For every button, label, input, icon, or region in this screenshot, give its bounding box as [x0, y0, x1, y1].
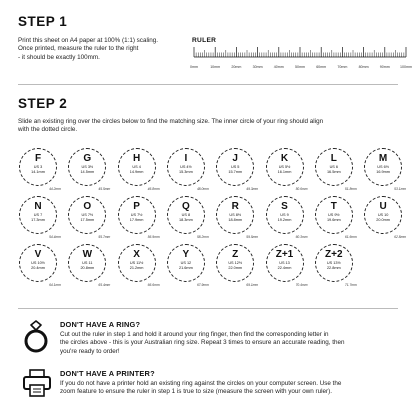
ring-diameter: 20.0mm: [376, 218, 390, 222]
ring-circumference: 69.1mm: [246, 283, 259, 287]
ring-diameter: 15.3mm: [179, 170, 193, 174]
ring-letter: Z+1: [275, 249, 294, 260]
ring-circumference: 45.5mm: [98, 187, 111, 191]
ring-diameter: 16.1mm: [277, 170, 292, 174]
ring-size-circle: [216, 148, 254, 186]
ring-letter: I: [184, 153, 188, 164]
ring-diameter: 16.9mm: [376, 170, 390, 174]
ring-size-circle: [216, 196, 254, 234]
ruler-tick-label: 80mm: [358, 65, 369, 69]
section-divider: [18, 84, 398, 85]
ring-diameter: 18.8mm: [228, 218, 243, 222]
ring-letter: M: [378, 153, 388, 164]
no-ring-line: Cut out the ruler in step 1 and hold it around your ring finger, then find the corresponding letter in: [60, 331, 329, 338]
step1-instructions: [18, 37, 208, 62]
no-printer-text: [60, 380, 405, 397]
ring-diameter: 18.3mm: [179, 218, 193, 222]
step1-line: Once printed, measure the ruler to the right: [18, 45, 139, 53]
no-printer-line: If you do not have a printer hold an existing ring against the circles on your computer screen. Use the: [60, 380, 342, 387]
ring-circumference: 58.2mm: [196, 235, 209, 239]
ring-circumference: 65.4mm: [98, 283, 111, 287]
ring-size-circle: [68, 244, 106, 282]
ring-diameter: 19.2mm: [277, 218, 292, 222]
printer-icon: [22, 368, 52, 398]
ring-letter: S: [281, 201, 288, 212]
ruler-tick-label: 100mm: [400, 65, 412, 69]
ring-letter: H: [132, 153, 141, 164]
ring-diameter: 17.9mm: [129, 218, 144, 222]
ring-us-size: US 11: [82, 261, 93, 265]
section-divider: [18, 308, 398, 309]
ring-us-size: US 9: [280, 213, 289, 217]
ring-letter: O: [83, 201, 92, 212]
ring-letter: R: [231, 201, 239, 212]
ring-letter: G: [83, 153, 92, 164]
ring-circumference: 70.4mm: [295, 283, 308, 287]
ruler-tick-label: 60mm: [316, 65, 327, 69]
step2-instructions: [18, 118, 408, 135]
ring-size-circle: [68, 148, 106, 186]
no-ring-line: the circles above - this is your Australian ring size. Repeat 3 times to ensure an accurate reading, then: [60, 339, 345, 347]
ruler[interactable]: [190, 44, 414, 64]
ring-letter: W: [82, 249, 93, 260]
ring-letter: J: [232, 153, 238, 164]
ring-us-size: US 7½: [81, 213, 94, 217]
ring-size-circle: [19, 244, 57, 282]
ruler-tick-label: 50mm: [295, 65, 305, 69]
ring-circumference: 49.3mm: [246, 187, 259, 191]
ring-us-size: US 6½: [377, 165, 389, 169]
ring-diameter: 22.4mm: [277, 266, 292, 270]
ring-letter: U: [379, 201, 387, 212]
step2-line: with the dotted circle.: [18, 126, 78, 134]
ring-size-circle: [118, 196, 156, 234]
ring-size-circle: [315, 148, 353, 186]
ring-letter: Z+2: [325, 249, 343, 260]
ring-us-size: US 3½: [81, 165, 94, 169]
ring-size-circle: [364, 196, 402, 234]
ring-circumference: 59.5mm: [246, 235, 259, 239]
ring-size-circle: [315, 196, 353, 234]
ring-us-size: US 7: [33, 213, 43, 217]
ring-size-circle: [266, 244, 304, 282]
ring-circumference: 64.1mm: [49, 283, 61, 287]
ruler-tick-label: 70mm: [337, 65, 348, 69]
ring-diameter: 20.8mm: [80, 266, 95, 270]
ruler-tick-label: 90mm: [379, 65, 390, 69]
ring-diameter: 16.5mm: [326, 170, 341, 174]
ring-us-size: US 12: [180, 261, 192, 265]
ring-us-size: US 11½: [129, 261, 144, 265]
ring-size-circle: [19, 196, 57, 234]
ring-circumference: 53.1mm: [394, 187, 407, 191]
ring-letter: Q: [182, 201, 190, 212]
ring-diameter: 17.3mm: [31, 218, 45, 222]
ruler-tick-label: 40mm: [273, 65, 284, 69]
ring-letter: N: [34, 201, 42, 212]
ring-circumference: 62.8mm: [394, 235, 407, 239]
ring-us-size: US 6: [329, 165, 339, 169]
ruler-label: RULER: [192, 37, 217, 44]
ring-diameter: 21.6mm: [179, 266, 193, 270]
ring-letter: Y: [182, 249, 190, 260]
ring-diameter: 19.6mm: [326, 218, 341, 222]
step1-line: - it should be exactly 100mm.: [18, 53, 100, 61]
ring-us-size: US 9½: [327, 213, 340, 217]
ring-circumference: 56.9mm: [147, 235, 160, 239]
ring-diameter: 14.1mm: [31, 170, 45, 174]
ring-circumference: 46.8mm: [147, 187, 160, 191]
ring-circumference: 50.6mm: [295, 187, 308, 191]
ring-size-circle: [68, 196, 106, 234]
ring-size-circle: [19, 148, 57, 186]
ring-diameter: 21.2mm: [129, 266, 144, 270]
ring-circumference: 55.7mm: [98, 235, 111, 239]
ring-letter: V: [34, 249, 42, 260]
no-ring-text: [60, 331, 405, 356]
ring-us-size: US 12½: [228, 261, 243, 265]
ring-letter: K: [280, 153, 289, 164]
step2-title: STEP 2: [18, 96, 68, 111]
ring-size-circle: [167, 244, 205, 282]
ring-circumference: 44.2mm: [49, 187, 61, 191]
no-printer-line: zoom feature to ensure the ruler in step 1 is true to size (measure the screen with your own ruler).: [60, 388, 332, 396]
ring-size-circle: [216, 244, 254, 282]
ring-diameter: 14.5mm: [80, 170, 95, 174]
ring-letter: F: [34, 153, 42, 164]
ring-diameter: 17.5mm: [80, 218, 95, 222]
ring-size-circle: [118, 148, 156, 186]
ruler-tick-label: 10mm: [210, 65, 221, 69]
ring-us-size: US 3: [33, 165, 43, 169]
ring-size-circle: [266, 148, 304, 186]
no-printer-title: DON'T HAVE A PRINTER?: [60, 369, 155, 378]
ruler-tick-label: 20mm: [231, 65, 242, 69]
step1-title: STEP 1: [18, 14, 68, 29]
ring-circumference: 51.8mm: [344, 187, 357, 191]
ring-letter: X: [133, 249, 140, 260]
ring-size-circle: [315, 244, 353, 282]
ring-size-circle: [364, 148, 402, 186]
ring-icon: [22, 320, 50, 354]
ring-size-circle: [266, 196, 304, 234]
ring-circumference: 48.0mm: [196, 187, 209, 191]
ring-us-size: US 13: [279, 261, 290, 265]
ring-circumference: 60.3mm: [295, 235, 308, 239]
step2-line: Slide an existing ring over the circles below to find the matching size. The inner circle of your ring should align: [18, 118, 324, 125]
ring-us-size: US 10½: [31, 261, 45, 265]
ring-us-size: US 5½: [278, 165, 291, 169]
step1-line: Print this sheet on A4 paper at 100% (1:1) scaling.: [18, 37, 159, 44]
ring-circumference: 66.6mm: [147, 283, 160, 287]
ring-us-size: US 7½: [130, 213, 143, 217]
ring-size-circle: [167, 196, 205, 234]
no-ring-title: DON'T HAVE A RING?: [60, 320, 141, 329]
ring-us-size: US 4½: [180, 165, 192, 169]
no-ring-line: you're ready to order!: [60, 347, 120, 355]
ring-circumference: 54.4mm: [49, 235, 61, 239]
ring-size-circle: [118, 244, 156, 282]
ring-diameter: 20.4mm: [31, 266, 45, 270]
ruler-tick-label: 30mm: [252, 65, 263, 69]
ring-letter: T: [330, 201, 337, 212]
ring-diameter: 15.7mm: [228, 170, 243, 174]
ring-letter: L: [330, 153, 337, 164]
ring-circumference: 67.9mm: [196, 283, 209, 287]
ring-letter: Z: [232, 249, 239, 260]
ring-circumference: 61.6mm: [344, 235, 357, 239]
ring-us-size: US 8½: [229, 213, 241, 217]
ring-letter: P: [133, 201, 140, 212]
ring-diameter: 14.9mm: [129, 170, 144, 174]
ring-us-size: US 10: [377, 213, 389, 217]
ruler-tick-label: 0mm: [190, 65, 198, 69]
ring-us-size: US 5: [230, 165, 240, 169]
ring-us-size: US 8: [181, 213, 191, 217]
ring-size-circle: [167, 148, 205, 186]
ring-diameter: 22.0mm: [228, 266, 243, 270]
ring-circumference: 71.7mm: [344, 283, 357, 287]
ring-diameter: 22.8mm: [326, 266, 341, 270]
ring-us-size: US 13½: [326, 261, 341, 265]
ring-us-size: US 4: [132, 165, 141, 169]
